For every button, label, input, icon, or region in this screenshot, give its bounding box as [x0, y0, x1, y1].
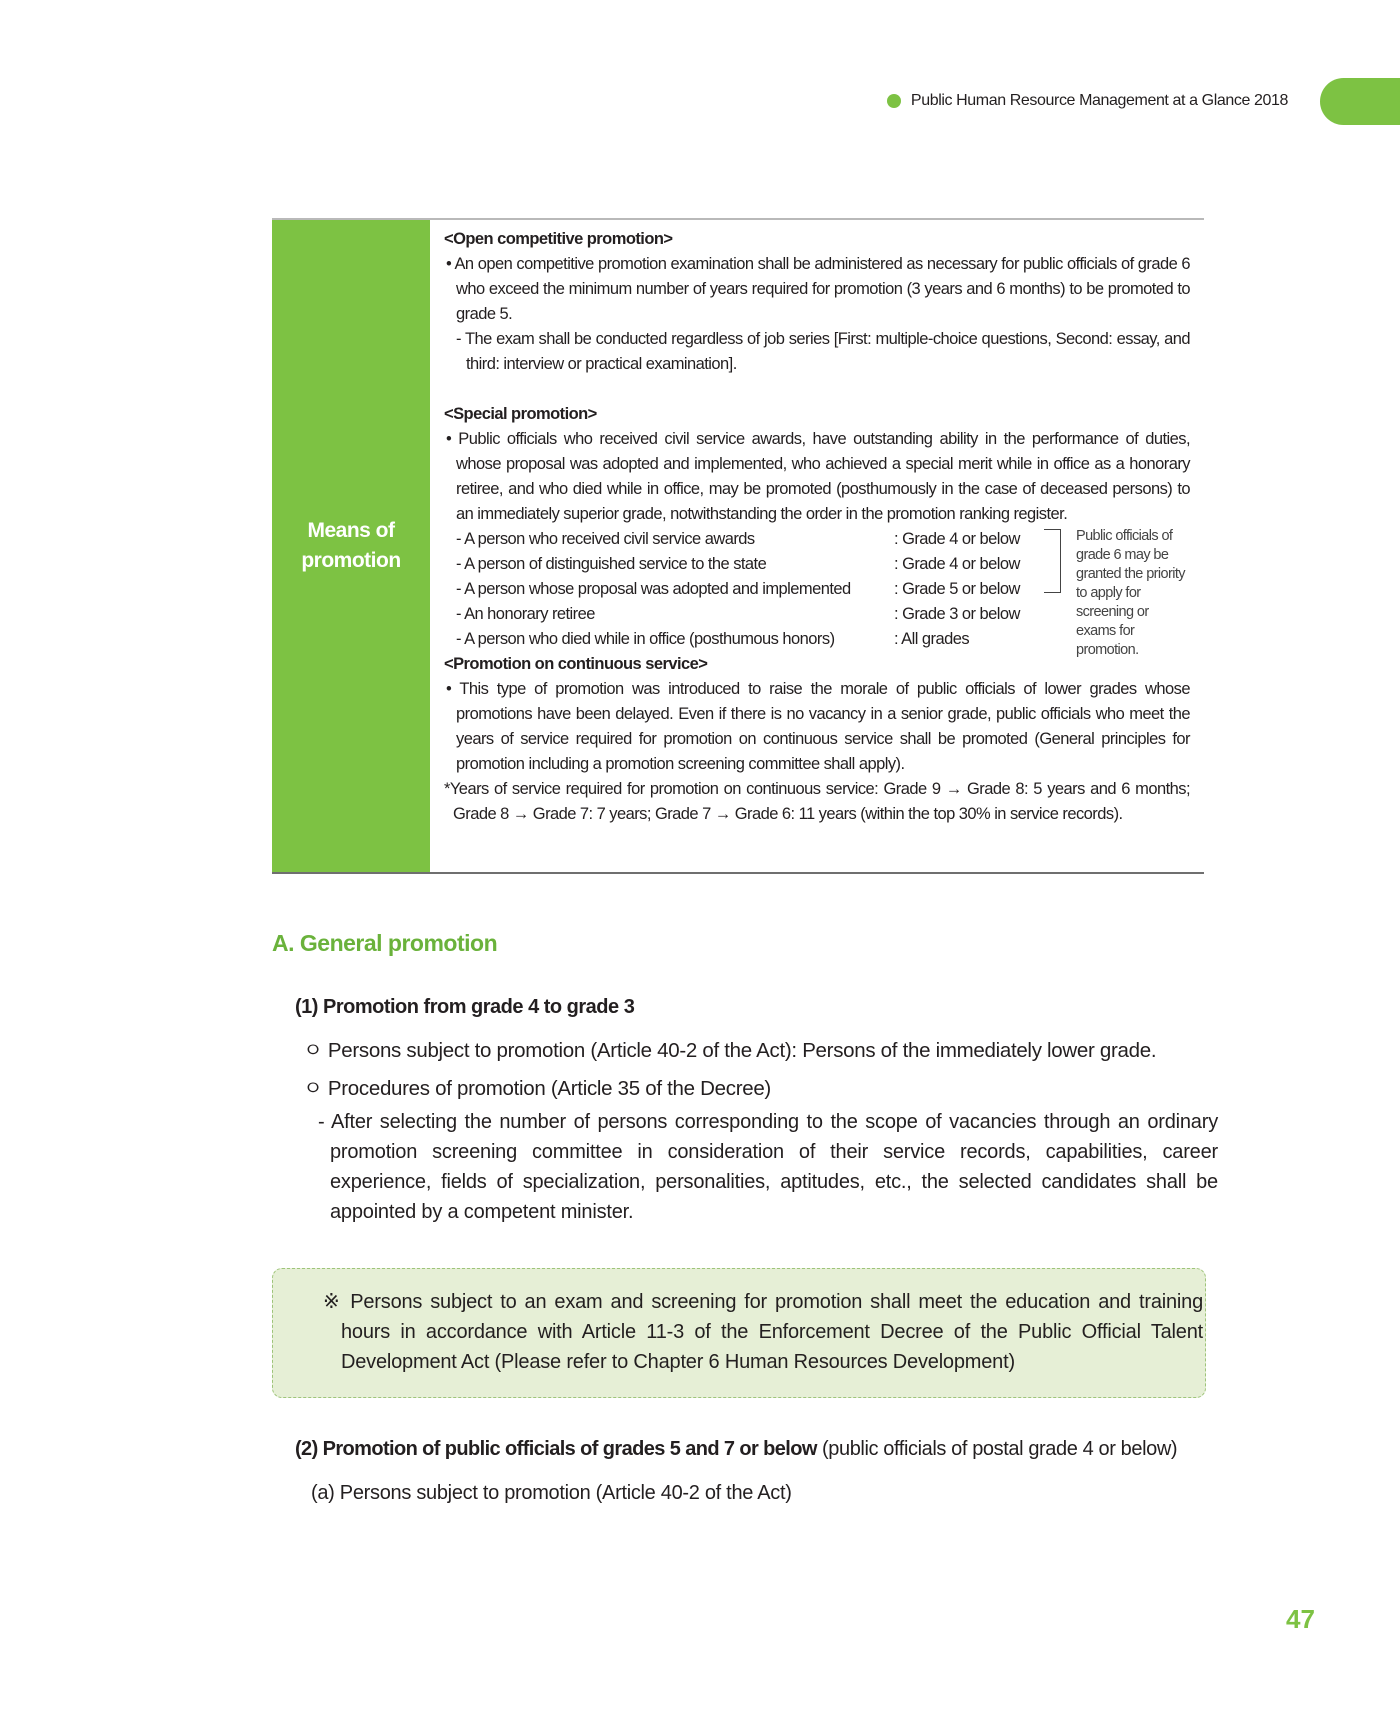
subsection-1-item-2: ㅇ Procedures of promotion (Article 35 of the Decree) [303, 1077, 771, 1100]
subsection-1-item-1: ㅇ Persons subject to promotion (Article 40-2 of the Act): Persons of the immediately lower grade. [303, 1039, 1157, 1062]
award-grade: : Grade 3 or below [894, 605, 1020, 623]
subsection-2-title [295, 1438, 1177, 1461]
award-grade: : Grade 5 or below [894, 580, 1020, 598]
special-bullet: • Public officials who received civil service awards, have outstanding ability in the performance of duties, whose proposal was adopted and implemented, who achieved a special merit while in office as a honorary retiree, and who died while in office, may be promoted (posthumously in the case of deceased persons) to an immediately superior grade, notwithstanding the order in the promotion ranking register. [446, 430, 1190, 523]
means-body [430, 220, 1204, 872]
note-box [272, 1268, 1206, 1398]
bracket-icon [1044, 529, 1061, 593]
running-header [887, 92, 1288, 110]
subsection-2-title-bold: (2) Promotion of public officials of grades 5 and 7 or below [295, 1438, 817, 1460]
award-grade: : Grade 4 or below [894, 555, 1020, 573]
bullet-dot-icon [887, 94, 901, 108]
section-title: A. General promotion [272, 930, 498, 956]
award-who: - A person who died while in office (posthumous honors) [456, 630, 835, 648]
award-who: - A person whose proposal was adopted and implemented [456, 580, 851, 598]
subsection-1-title: (1) Promotion from grade 4 to grade 3 [295, 996, 635, 1018]
note-text: ※ Persons subject to an exam and screening for promotion shall meet the education and training hours in accordance with Article 11-3 of the Enforcement Decree of the Public Official Talent Development Act (Please refer to Chapter 6 Human Resources Development) [323, 1291, 1203, 1373]
special-heading: <Special promotion> [444, 405, 597, 423]
open-dash: - The exam shall be conducted regardless of job series [First: multiple-choice questions, Second: essay, and third: interview or practical examination]. [456, 330, 1190, 373]
means-label: Means of promotion [272, 220, 430, 872]
continuous-heading: <Promotion on continuous service> [444, 655, 708, 673]
special-award-list [444, 527, 1190, 658]
continuous-bullet: • This type of promotion was introduced to raise the morale of public officials of lower grades whose promotions have been delayed. Even if there is no vacancy in a senior grade, public officials who meet the years of service required for promotion on continuous service shall be promoted (General principles for promotion including a promotion screening committee shall apply). [446, 680, 1190, 773]
header-title: Public Human Resource Management at a Glance 2018 [910, 92, 1288, 109]
means-of-promotion-table [272, 218, 1204, 874]
subsection-2-item-a: (a) Persons subject to promotion (Article 40-2 of the Act) [311, 1482, 792, 1504]
award-who: - A person who received civil service awards [456, 530, 755, 548]
subsection-1-procedure: - After selecting the number of persons corresponding to the scope of vacancies through an ordinary promotion screening committee in consideration of their service records, capabilities, career experience, fields of specialization, personalities, aptitudes, etc., the selected candidates shall be appointed by a competent minister. [318, 1111, 1218, 1223]
page-number: 47 [1286, 1604, 1315, 1634]
award-who: - An honorary retiree [456, 605, 595, 623]
subsection-2-title-rest: (public officials of postal grade 4 or below) [816, 1438, 1178, 1460]
chapter-tab [1320, 78, 1400, 125]
open-bullet: • An open competitive promotion examination shall be administered as necessary for public officials of grade 6 who exceed the minimum number of years required for promotion (3 years and 6 months) to be promoted to grade 5. [446, 255, 1190, 323]
open-heading: <Open competitive promotion> [444, 230, 673, 248]
continuous-note: *Years of service required for promotion on continuous service: Grade 9 → Grade 8: 5 years and 6 months; Grade 8 → Grade 7: 7 years; Grade 7 → Grade 6: 11 years (within the top 30% in service records). [444, 780, 1190, 823]
award-grade: : Grade 4 or below [894, 530, 1020, 548]
award-grade: : All grades [894, 630, 970, 648]
priority-note: Public officials of grade 6 may be granted the priority to apply for screening or exams for promotion. [1076, 528, 1185, 658]
award-who: - A person of distinguished service to the state [456, 555, 767, 573]
